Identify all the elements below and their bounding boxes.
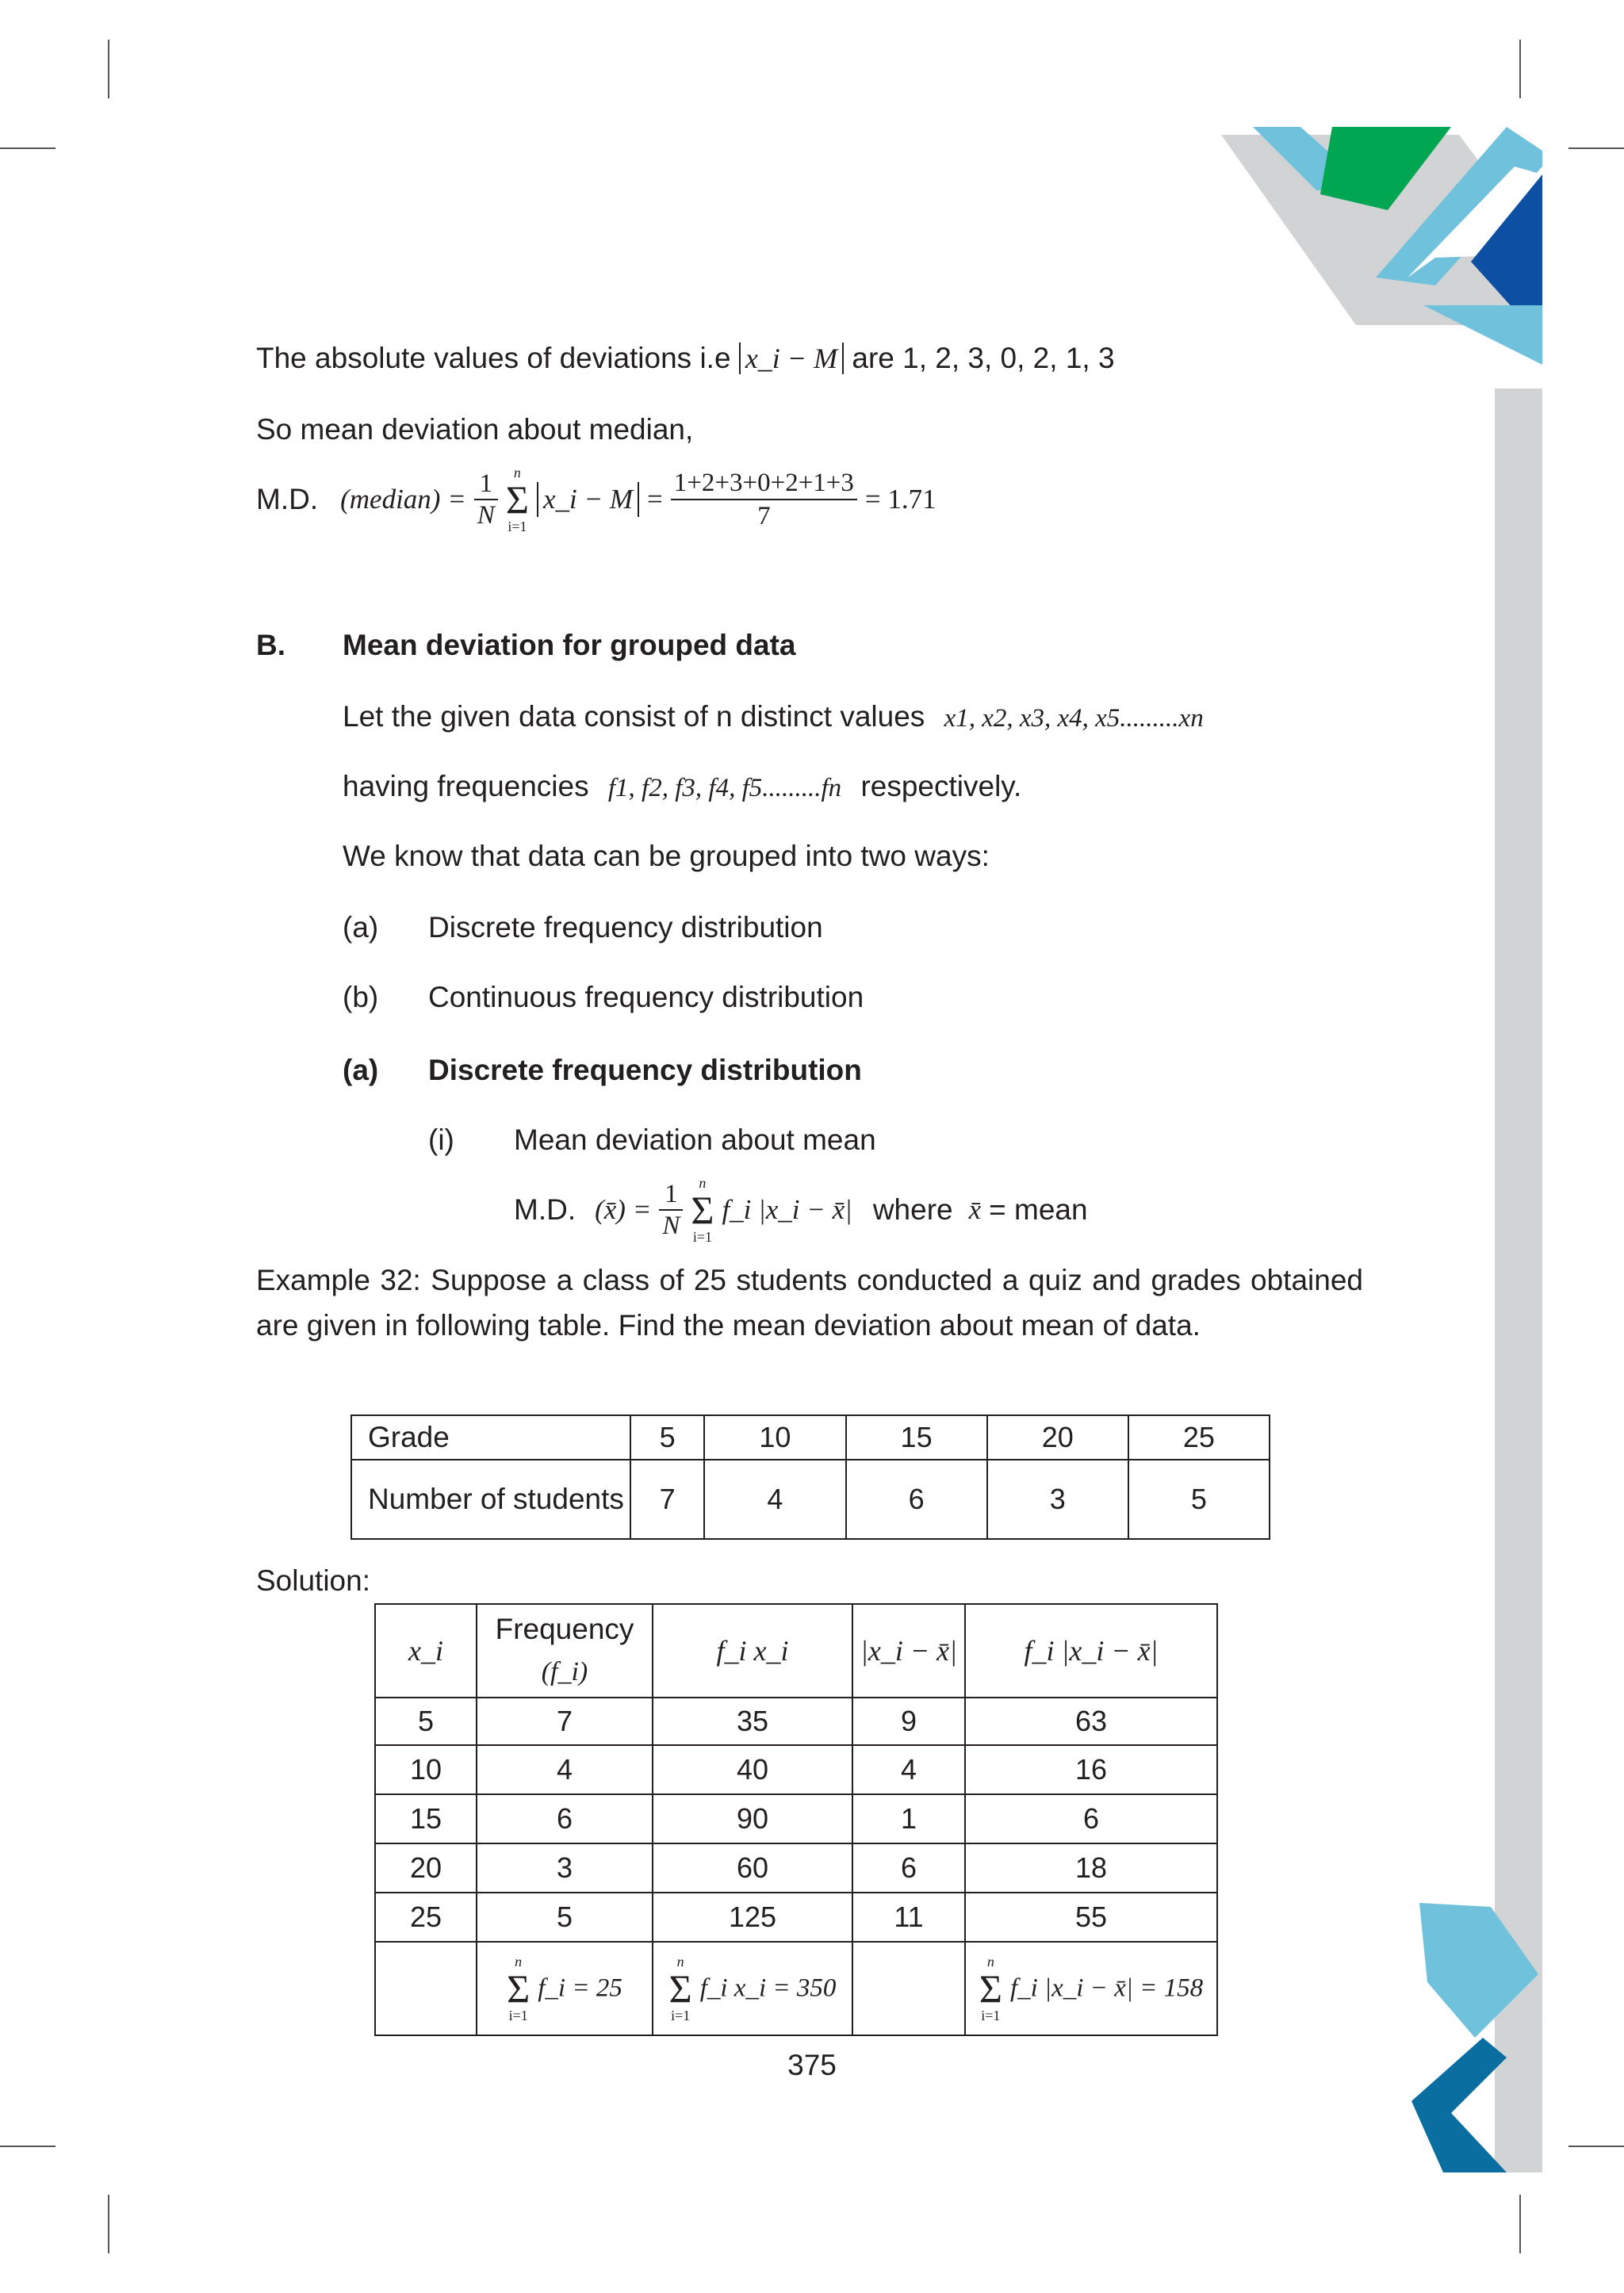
sum-f-value: f_i = 25 [538, 1973, 622, 2003]
abs-deviation-term: x_i − M [537, 482, 639, 517]
fixi-cell: 35 [653, 1698, 852, 1745]
freq-cell: 7 [477, 1698, 653, 1745]
sum-f-cell [477, 1942, 653, 2035]
students-cell: 7 [630, 1460, 704, 1539]
absolute-deviation-line [256, 341, 1115, 376]
deviation-expression: x_i − M [739, 343, 844, 374]
table-row [375, 1843, 1217, 1893]
sum-denominator: 7 [757, 502, 771, 530]
mean-deviation-median-intro: So mean deviation about median, [256, 413, 694, 446]
weighted-deviation-header: f_i |x_i − x̄| [965, 1604, 1217, 1698]
subsection-a-marker: (a) [343, 1054, 379, 1086]
frequency-symbol: (f_i) [541, 1657, 588, 1686]
crop-mark [108, 40, 109, 98]
list-marker-a: (a) [343, 911, 379, 944]
sigma-lower-limit: i=1 [508, 519, 527, 534]
deviation-cell: 11 [852, 1893, 965, 1942]
fraction-one-over-n [659, 1179, 683, 1241]
empty-total-cell [375, 1942, 477, 2035]
students-cell: 3 [987, 1460, 1128, 1539]
values-sequence: x1, x2, x3, x4, x5.........xn [944, 704, 1204, 733]
table-row [375, 1893, 1217, 1942]
sub-i-text: Mean deviation about mean [514, 1124, 876, 1156]
students-cell: 6 [846, 1460, 987, 1539]
summation-symbol: n Σ i=1 [507, 1954, 530, 2023]
grade-table [350, 1414, 1270, 1540]
page-number: 375 [787, 2049, 837, 2081]
crop-mark [1568, 2146, 1624, 2147]
absolute-deviation-text: The absolute values of deviations i.e [256, 342, 731, 374]
freq-cell: 4 [477, 1745, 653, 1794]
weighted-deviation-cell: 16 [965, 1745, 1217, 1794]
freq-cell: 3 [477, 1843, 653, 1893]
md-mean-label: M.D. [514, 1193, 576, 1226]
deviation-cell: 9 [852, 1698, 965, 1745]
respectively-text: respectively. [860, 770, 1022, 802]
students-row [351, 1460, 1270, 1539]
deviation-cell: 1 [852, 1794, 965, 1843]
sum-fdev-cell [965, 1942, 1217, 2035]
xi-cell: 5 [375, 1698, 477, 1745]
fraction-denominator: N [662, 1212, 680, 1240]
table-row [375, 1698, 1217, 1745]
section-b-title: Mean deviation for grouped data [343, 629, 796, 661]
md-median-lhs: (median) = [340, 484, 466, 515]
fraction-one-over-n [474, 469, 498, 530]
gray-side-bar [1495, 389, 1542, 2172]
decorative-border-graphic [1221, 119, 1545, 2172]
summation-symbol: n Σ i=1 [505, 465, 529, 534]
sum-fx-cell [653, 1942, 852, 2035]
weighted-deviation-cell: 63 [965, 1698, 1217, 1745]
subsection-a-title: Discrete frequency distribution [428, 1054, 862, 1086]
grade-cell: 25 [1128, 1415, 1270, 1460]
deviation-cell: 4 [852, 1745, 965, 1794]
totals-row [375, 1942, 1217, 2035]
crop-mark [1568, 147, 1624, 149]
crop-mark [1519, 40, 1521, 98]
weighted-deviation-cell: 18 [965, 1843, 1217, 1893]
sum-fdev-value: f_i |x_i − x̄| = 158 [1009, 1973, 1204, 2003]
grade-cell: 5 [630, 1415, 704, 1460]
grade-cell: 10 [704, 1415, 845, 1460]
weighted-deviation-cell: 6 [965, 1794, 1217, 1843]
cyan-underline-stripe [1423, 305, 1542, 365]
xi-cell: 10 [375, 1745, 477, 1794]
fixi-cell: 90 [653, 1794, 852, 1843]
grade-header: Grade [351, 1415, 630, 1460]
md-mean-formula [514, 1172, 1088, 1248]
students-cell: 4 [704, 1460, 845, 1539]
solution-header-row [375, 1604, 1217, 1698]
table-row [375, 1794, 1217, 1843]
md-median-formula [256, 461, 936, 538]
md-mean-lhs: (x̄) = [595, 1194, 652, 1225]
sub-i-marker: (i) [428, 1124, 454, 1156]
empty-total-cell [852, 1942, 965, 2035]
students-cell: 5 [1128, 1460, 1270, 1539]
deviation-cell: 6 [852, 1843, 965, 1893]
abs-deviation-header: |x_i − x̄| [852, 1604, 965, 1698]
frequency-label: Frequency [495, 1613, 634, 1645]
fraction-numerator: 1 [659, 1179, 683, 1211]
crop-mark [1519, 2195, 1521, 2253]
fixi-cell: 40 [653, 1745, 852, 1794]
section-b-letter: B. [256, 629, 285, 661]
where-text: where [872, 1193, 953, 1226]
table-row [375, 1745, 1217, 1794]
students-header: Number of students [351, 1460, 630, 1539]
distinct-values-line [343, 699, 1204, 736]
sigma-lower-limit: i=1 [692, 1229, 712, 1245]
solution-label: Solution: [256, 1564, 370, 1597]
xi-cell: 25 [375, 1893, 477, 1942]
freq-cell: 6 [477, 1794, 653, 1843]
crop-mark [0, 2146, 56, 2147]
grade-cell: 20 [987, 1415, 1128, 1460]
md-median-result: = 1.71 [864, 484, 936, 515]
mean-symbol: x̄ [968, 1194, 982, 1225]
frequencies-line [343, 769, 1021, 806]
example-32-text: Example 32: Suppose a class of 25 students conducted a quiz and grades obtained are given in following table. Find the mean deviation about mean of data. [256, 1264, 1363, 1342]
weighted-deviation-cell: 55 [965, 1893, 1217, 1942]
sigma-upper-limit: n [699, 1175, 707, 1191]
list-marker-b: (b) [343, 981, 379, 1013]
fraction-denominator: N [477, 501, 495, 530]
crop-mark [0, 147, 56, 149]
grouping-intro: We know that data can be grouped into two ways: [343, 840, 990, 872]
frequencies-text: having frequencies [343, 770, 589, 802]
md-label: M.D. [256, 483, 319, 515]
xi-cell: 20 [375, 1843, 477, 1893]
summation-symbol: n Σ i=1 [979, 1954, 1002, 2023]
xi-cell: 15 [375, 1794, 477, 1843]
sum-numerator: 1+2+3+0+2+1+3 [671, 467, 857, 500]
fixi-cell: 125 [653, 1893, 852, 1942]
summation-symbol: n Σ i=1 [691, 1175, 714, 1245]
equals-sign: = [647, 484, 663, 515]
fixi-cell: 60 [653, 1843, 852, 1893]
sigma-upper-limit: n [513, 465, 521, 480]
grade-cell: 15 [846, 1415, 987, 1460]
solution-table [374, 1603, 1218, 2036]
equals-mean-text: = mean [989, 1193, 1088, 1226]
sum-fx-value: f_i x_i = 350 [699, 1973, 837, 2003]
sum-fraction [671, 467, 857, 532]
grade-row [351, 1415, 1270, 1460]
fixi-header: f_i x_i [653, 1604, 852, 1698]
freq-cell: 5 [477, 1893, 653, 1942]
teal-bottom-chevron [1411, 2038, 1507, 2172]
frequency-header [477, 1604, 653, 1698]
list-item-discrete: Discrete frequency distribution [428, 911, 823, 944]
weighted-abs-deviation-term: f_i |x_i − x̄| [722, 1194, 852, 1225]
crop-mark [108, 2195, 109, 2253]
distinct-values-text: Let the given data consist of n distinct values [343, 700, 925, 733]
list-item-continuous: Continuous frequency distribution [428, 981, 864, 1013]
summation-symbol: n Σ i=1 [668, 1954, 692, 2023]
frequencies-sequence: f1, f2, f3, f4, f5.........fn [607, 774, 842, 802]
deviation-values: are 1, 2, 3, 0, 2, 1, 3 [852, 342, 1115, 374]
fraction-numerator: 1 [474, 469, 498, 500]
xi-header: x_i [375, 1604, 477, 1698]
